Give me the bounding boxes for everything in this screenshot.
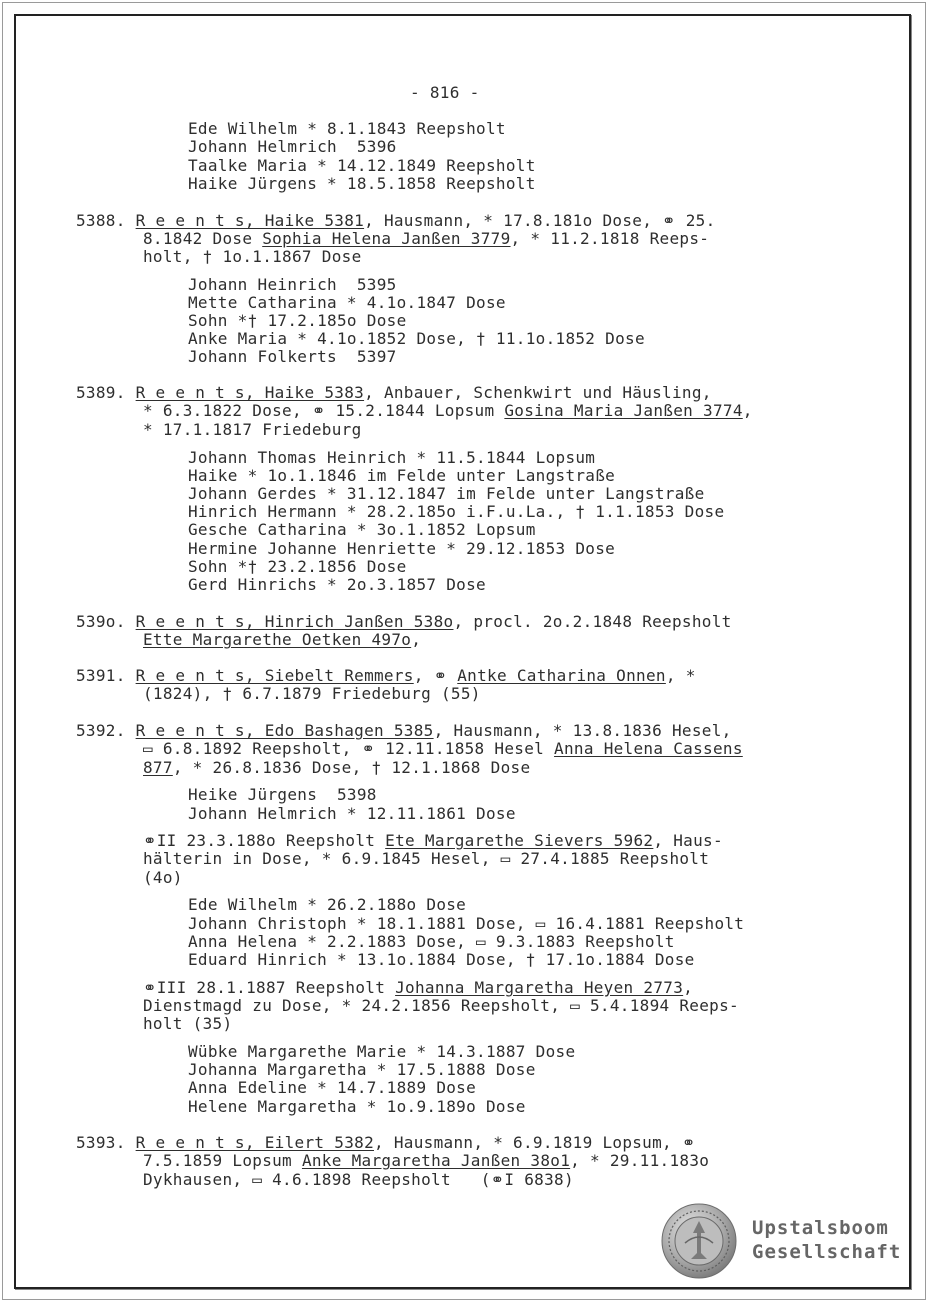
text-segment: ⚭II 23.3.188o Reepsholt — [143, 831, 386, 850]
text-line — [143, 979, 693, 997]
text-line — [143, 248, 362, 266]
text-segment: hälterin in Dose, * 6.9.1845 Hesel, ▭ 27.4.1885 Reepsholt — [143, 849, 710, 868]
text-line — [76, 722, 732, 740]
text-line — [76, 212, 716, 230]
text-segment: 539o. — [76, 612, 136, 631]
brand-line-1: Upstalsboom — [752, 1217, 889, 1239]
text-line — [143, 421, 362, 439]
text-segment: , Anbauer, Schenkwirt und Häusling, — [364, 383, 712, 402]
underlined-name: Antke Catharina Onnen — [457, 666, 666, 685]
text-segment: 5391. — [76, 666, 136, 685]
text-segment: , Hausmann, * 6.9.1819 Lopsum, ⚭ — [374, 1133, 696, 1152]
text-segment: Gerd Hinrichs * 2o.3.1857 Dose — [188, 575, 486, 594]
text-segment: ⚭III 28.1.1887 Reepsholt — [143, 978, 396, 997]
text-line — [143, 230, 709, 248]
text-segment: Hermine Johanne Henriette * 29.12.1853 Dose — [188, 539, 616, 558]
brand-name — [752, 1216, 901, 1264]
text-line — [188, 896, 466, 914]
underlined-name: R e e n t s, Edo Bashagen 5385 — [135, 721, 434, 740]
text-segment: , — [683, 978, 694, 997]
text-line — [143, 1015, 232, 1033]
text-segment: Dykhausen, ▭ 4.6.1898 Reepsholt (⚭I 6838) — [143, 1170, 574, 1189]
text-line — [143, 850, 709, 868]
text-segment: Johann Gerdes * 31.12.1847 im Felde unter Langstraße — [188, 484, 705, 503]
text-line — [188, 933, 675, 951]
text-line — [188, 786, 377, 804]
text-line — [188, 1061, 536, 1079]
text-line — [188, 521, 536, 539]
text-line — [188, 805, 516, 823]
text-line — [188, 294, 506, 312]
text-segment: Mette Catharina * 4.1o.1847 Dose — [188, 293, 506, 312]
text-segment: (1824), † 6.7.1879 Friedeburg (55) — [143, 684, 481, 703]
text-segment: , — [742, 401, 753, 420]
text-segment: Gesche Catharina * 3o.1.1852 Lopsum — [188, 520, 536, 539]
text-line — [188, 120, 506, 138]
text-line — [188, 540, 615, 558]
underlined-name: 877 — [143, 758, 173, 777]
text-segment: 7.5.1859 Lopsum — [143, 1151, 302, 1170]
underlined-name: R e e n t s, Eilert 5382 — [135, 1133, 374, 1152]
text-segment: Johann Helmrich 5396 — [188, 137, 397, 156]
text-line — [188, 1079, 476, 1097]
text-segment: Sohn *† 23.2.1856 Dose — [188, 557, 407, 576]
text-line — [143, 997, 739, 1015]
text-line — [143, 740, 743, 758]
text-segment: ▭ 6.8.1892 Reepsholt, ⚭ 12.11.1858 Hesel — [143, 739, 555, 758]
text-segment: Johann Folkerts 5397 — [188, 347, 397, 366]
underlined-name: Ete Margarethe Sievers 5962 — [385, 831, 654, 850]
text-line — [188, 503, 724, 521]
text-segment: * 6.3.1822 Dose, ⚭ 15.2.1844 Lopsum — [143, 401, 505, 420]
text-segment: , procl. 2o.2.1848 Reepsholt — [453, 612, 732, 631]
text-segment: Haike * 1o.1.1846 im Felde unter Langstraße — [188, 466, 616, 485]
text-segment: 5389. — [76, 383, 136, 402]
text-segment: 5393. — [76, 1133, 136, 1152]
underlined-name: Ette Margarethe Oetken 497o — [143, 630, 412, 649]
text-line — [143, 402, 753, 420]
underlined-name: R e e n t s, Haike 5383 — [135, 383, 365, 402]
text-line — [188, 312, 407, 330]
text-line — [188, 467, 615, 485]
text-segment: Johann Helmrich * 12.11.1861 Dose — [188, 804, 516, 823]
text-segment: Ede Wilhelm * 8.1.1843 Reepsholt — [188, 119, 506, 138]
text-line — [76, 667, 696, 685]
text-segment: Johann Thomas Heinrich * 11.5.1844 Lopsum — [188, 448, 596, 467]
text-segment: * 17.1.1817 Friedeburg — [143, 420, 362, 439]
text-line — [188, 449, 595, 467]
text-segment: (4o) — [143, 868, 183, 887]
text-line — [143, 631, 421, 649]
brand-line-2: Gesellschaft — [752, 1241, 902, 1263]
text-segment: holt, † 1o.1.1867 Dose — [143, 247, 362, 266]
text-segment: , * 26.8.1836 Dose, † 12.1.1868 Dose — [172, 758, 531, 777]
text-segment: , * 29.11.183o — [570, 1151, 710, 1170]
text-segment: Sohn *† 17.2.185o Dose — [188, 311, 407, 330]
text-segment: Taalke Maria * 14.12.1849 Reepsholt — [188, 156, 536, 175]
text-line — [188, 1043, 575, 1061]
text-line — [143, 759, 530, 777]
text-segment: Johann Christoph * 18.1.1881 Dose, ▭ 16.4.1881 Reepsholt — [188, 914, 745, 933]
text-segment: Johanna Margaretha * 17.5.1888 Dose — [188, 1060, 536, 1079]
text-segment: , Hausmann, * 13.8.1836 Hesel, — [433, 721, 732, 740]
underlined-name: Johanna Margaretha Heyen 2773 — [395, 978, 684, 997]
underlined-name: Gosina Maria Janßen 3774 — [504, 401, 743, 420]
text-line — [143, 1171, 574, 1189]
text-line — [188, 1098, 526, 1116]
text-segment: Johann Heinrich 5395 — [188, 275, 397, 294]
text-segment: , * — [665, 666, 696, 685]
text-line — [188, 138, 397, 156]
text-segment: Hinrich Hermann * 28.2.185o i.F.u.La., † 1.1.1853 Dose — [188, 502, 725, 521]
text-segment: Anna Helena * 2.2.1883 Dose, ▭ 9.3.1883 Reepsholt — [188, 932, 675, 951]
underlined-name: Anke Margaretha Janßen 38o1 — [301, 1151, 571, 1170]
text-segment: Wübke Margarethe Marie * 14.3.1887 Dose — [188, 1042, 576, 1061]
underlined-name: Anna Helena Cassens — [554, 739, 743, 758]
text-line — [188, 485, 705, 503]
text-segment: , Haus- — [653, 831, 723, 850]
text-segment: , — [411, 630, 422, 649]
text-segment: Helene Margaretha * 1o.9.189o Dose — [188, 1097, 526, 1116]
text-line — [188, 558, 407, 576]
text-line — [76, 384, 712, 402]
text-line — [188, 951, 695, 969]
text-line — [76, 1134, 696, 1152]
underlined-name: R e e n t s, Haike 5381 — [135, 211, 365, 230]
text-segment: Anna Edeline * 14.7.1889 Dose — [188, 1078, 477, 1097]
text-segment: Ede Wilhelm * 26.2.188o Dose — [188, 895, 467, 914]
text-line — [188, 576, 486, 594]
underlined-name: R e e n t s, Hinrich Janßen 538o — [135, 612, 454, 631]
text-line — [188, 157, 536, 175]
text-segment: Haike Jürgens * 18.5.1858 Reepsholt — [188, 174, 536, 193]
text-line — [188, 276, 397, 294]
underlined-name: R e e n t s, Siebelt Remmers — [135, 666, 414, 685]
text-segment: , ⚭ — [413, 666, 458, 685]
text-segment: , Hausmann, * 17.8.181o Dose, ⚭ 25. — [364, 211, 716, 230]
text-segment: Heike Jürgens 5398 — [188, 785, 377, 804]
text-line — [188, 915, 744, 933]
text-line — [143, 832, 723, 850]
text-segment: 5392. — [76, 721, 136, 740]
page-number: - 816 - — [410, 83, 480, 102]
text-line — [143, 1152, 709, 1170]
text-line — [143, 685, 481, 703]
text-segment: Eduard Hinrich * 13.1o.1884 Dose, † 17.1o.1884 Dose — [188, 950, 695, 969]
text-segment: Dienstmagd zu Dose, * 24.2.1856 Reepsholt, ▭ 5.4.1894 Reeps- — [143, 996, 739, 1015]
text-segment: Anke Maria * 4.1o.1852 Dose, † 11.1o.1852 Dose — [188, 329, 645, 348]
text-line — [188, 348, 397, 366]
text-line — [188, 175, 536, 193]
text-line — [76, 613, 732, 631]
text-line — [188, 330, 645, 348]
text-segment: 8.1842 Dose — [143, 229, 263, 248]
text-segment: holt (35) — [143, 1014, 233, 1033]
text-segment: 5388. — [76, 211, 136, 230]
upstalsboom-seal-logo — [661, 1203, 737, 1279]
text-line — [143, 869, 183, 887]
text-segment: , * 11.2.1818 Reeps- — [510, 229, 710, 248]
underlined-name: Sophia Helena Janßen 3779 — [262, 229, 511, 248]
